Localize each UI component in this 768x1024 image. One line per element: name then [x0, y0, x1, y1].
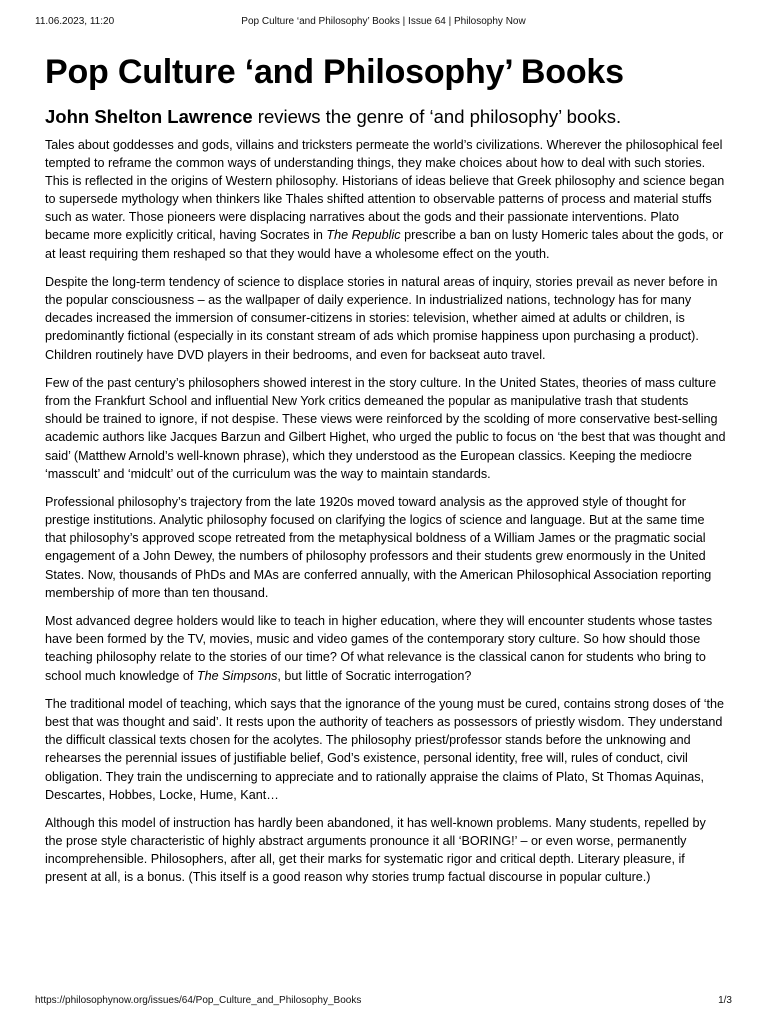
paragraph-1-italic: The Republic — [326, 228, 401, 243]
page-title: Pop Culture ‘and Philosophy’ Books — [45, 53, 624, 91]
print-document-title: Pop Culture ‘and Philosophy’ Books | Issue 64 | Philosophy Now — [241, 16, 526, 27]
standfirst-text: reviews the genre of ‘and philosophy’ books. — [252, 106, 622, 127]
author-name: John Shelton Lawrence — [45, 106, 253, 127]
paragraph-5 — [45, 612, 726, 684]
paragraph-1-text-b: prescribe a ban on lusty Homeric tales about the gods, or at least requiring them reshaped so that they would have a wholesome effect on the youth. — [45, 228, 724, 261]
article-body — [45, 136, 726, 887]
print-date: 11.06.2023, 11:20 — [35, 16, 115, 27]
paragraph-5-text-a: Most advanced degree holders would like to teach in higher education, where they will encounter students whose tastes have been formed by the TV, movies, music and video games of the contemporary story culture. So how should those teaching philosophy relate to the stories of our time? Of what relevance is the classical canon for students who bring to school much knowledge of — [45, 614, 713, 683]
paragraph-2: Despite the long-term tendency of science to displace stories in natural areas of inquiry, stories prevail as never before in the popular consciousness – as the wallpaper of daily experience. In industrialized nations, technology has for many decades increased the immersion of consumer-citizens in stories: television, whether aimed at adults or children, is predominantly fictional (especially in its constant stream of ads which promise happiness upon purchasing a product). Children routinely have DVD players in their bedrooms, and even for backseat auto travel. — [45, 275, 718, 362]
paragraph-5-italic: The Simpsons — [196, 668, 278, 683]
paragraph-7: Although this model of instruction has hardly been abandoned, it has well-known problems. Many students, repelled by the prose style characteristic of highly abstract arguments pronounce it all ‘BORING!’ – or even worse, permanently incomprehensible. Philosophers, after all, get their marks for systematic rigor and critical depth. Literary pleasure, if present at all, is a bonus. (This itself is a good reason why stories trump factual discourse in popular culture.) — [45, 816, 706, 885]
print-url: https://philosophynow.org/issues/64/Pop_Culture_and_Philosophy_Books — [35, 995, 362, 1006]
print-header — [35, 15, 732, 29]
paragraph-1 — [45, 136, 726, 263]
page-number: 1/3 — [718, 995, 732, 1006]
paragraph-6: The traditional model of teaching, which says that the ignorance of the young must be cured, contains strong doses of ‘the best that was thought and said’. It rests upon the authority of teachers as possessors of priestly wisdom. They understand the difficult classical texts chosen for the acolytes. The philosophy priest/professor stands before the unknowing and rehearses the perennial issues of justifiable belief, God’s existence, personal identity, free will, rules of conduct, civil obligation. They train the undiscerning to appreciate and to rationally appraise the claims of Plato, St Thomas Aquinas, Descartes, Hobbes, Locke, Hume, Kant… — [45, 697, 725, 802]
paragraph-5-text-b: , but little of Socratic interrogation? — [277, 668, 472, 683]
print-footer — [35, 994, 732, 1008]
paragraph-3: Few of the past century’s philosophers showed interest in the story culture. In the United States, theories of mass culture from the Frankfurt School and influential New York critics demeaned the popular as manipulative trash that students should be trained to ignore, if not despise. These views were reinforced by the scolding of more conservative best-selling academic authors like Jacques Barzun and Gilbert Highet, who urged the public to focus on ‘the best that was thought and said’ (Matthew Arnold’s well-known phrase), which they understood as the European classics. Keeping the mediocre ‘masscult’ and ‘midcult’ out of the curriculum was the way to maintain standards. — [45, 376, 726, 481]
paragraph-1-text-a: Tales about goddesses and gods, villains and tricksters permeate the world’s civilizations. Wherever the philosophical feel tempted to reframe the common ways of understanding things, they make choices about how to deal with such stories. This is reflected in the origins of Western philosophy. Historians of ideas believe that Greek philosophy and science began to supersede mythology when thinkers like Thales shifted attention to observable patterns of process and material stuffs such as water. Those pioneers were displacing narratives about the gods and their passionate interventions. Plato became more explicitly critical, having Socrates in — [45, 138, 725, 243]
paragraph-4: Professional philosophy’s trajectory from the late 1920s moved toward analysis as the approved style of thought for prestige institutions. Analytic philosophy focused on clarifying the logics of science and language. But at the same time that philosophy’s approved scope retreated from the metaphysical boldness of a William James or the pragmatic social engagement of a John Dewey, the numbers of philosophy professors and their students grew enormously in the United States. Now, thousands of PhDs and MAs are conferred annually, with the American Philosophical Association reporting membership of more than ten thousand. — [45, 495, 712, 600]
article — [45, 48, 726, 897]
standfirst — [45, 104, 726, 130]
